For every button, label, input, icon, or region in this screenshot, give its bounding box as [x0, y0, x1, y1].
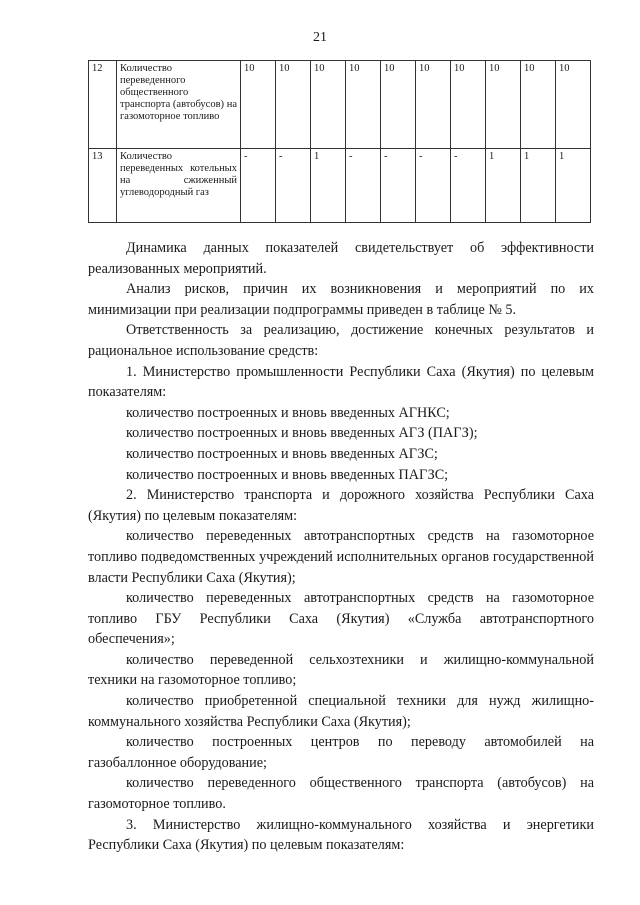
table-cell: 10 [521, 61, 556, 149]
list-item: количество переведенного общественного транспорта (автобусов) на газомоторное топливо. [88, 775, 594, 813]
table-cell: 10 [451, 61, 486, 149]
table-cell: - [451, 149, 486, 223]
indicator-name: Количество переведенного общественного транспорта (автобусов) на газомоторное топливо [117, 61, 241, 149]
paragraph: Динамика данных показателей свидетельствует об эффективности реализованных мероприятий. [88, 240, 594, 277]
paragraph: 2. Министерство транспорта и дорожного хозяйства Республики Саха (Якутия) по целевым показателям: [88, 487, 594, 524]
table-row [89, 149, 591, 223]
paragraph: 1. Министерство промышленности Республики Саха (Якутия) по целевым показателям: [88, 363, 594, 401]
list-item: количество построенных центров по переводу автомобилей на газобаллонное оборудование; [88, 734, 594, 771]
table-cell: 1 [556, 149, 591, 223]
list-item: количество построенных и вновь введенных АГЗ (ПАГЗ); [126, 425, 478, 442]
indicators-table [88, 60, 591, 223]
table-cell: 1 [311, 149, 346, 223]
table-cell: 10 [486, 61, 521, 149]
paragraph: 3. Министерство жилищно-коммунального хозяйства и энергетики Республики Саха (Якутия) по целевым показателям: [88, 816, 594, 854]
table-cell: - [276, 149, 311, 223]
list-item: количество приобретенной специальной техники для нужд жилищно-коммунального хозяйства Республики Саха (Якутия); [88, 693, 594, 730]
table-cell: 1 [486, 149, 521, 223]
paragraph: Ответственность за реализацию, достижение конечных результатов и рациональное использование средств: [88, 322, 594, 359]
table-cell: - [241, 149, 276, 223]
table-cell: 10 [416, 61, 451, 149]
list-item: количество переведенных автотранспортных средств на газомоторное топливо ГБУ Республики Саха (Якутия) «Служба автотранспортного обеспечения»; [88, 590, 594, 648]
table-cell: - [416, 149, 451, 223]
table-cell: - [346, 149, 381, 223]
list-item: количество переведенной сельхозтехники и жилищно-коммунальной техники на газомоторное топливо; [88, 651, 594, 689]
list-item: количество построенных и вновь введенных АГЗС; [126, 445, 438, 462]
list-item: количество переведенных автотранспортных средств на газомоторное топливо подведомственных учреждений исполнительных органов государственной власти Республики Саха (Якутия); [88, 528, 594, 586]
table-cell: 10 [241, 61, 276, 149]
table-cell: 10 [276, 61, 311, 149]
body-text [88, 238, 594, 856]
table-cell: 10 [556, 61, 591, 149]
table-cell: 10 [346, 61, 381, 149]
table-cell: - [381, 149, 416, 223]
table-cell: 10 [381, 61, 416, 149]
indicator-name: Количество переведенных котельных на сжиженный углеводородный газ [117, 149, 241, 223]
paragraph: Анализ рисков, причин их возникновения и мероприятий по их минимизации при реализации подпрограммы приведен в таблице № 5. [88, 281, 594, 318]
row-number: 12 [89, 61, 117, 149]
table-row [89, 61, 591, 149]
table-cell: 1 [521, 149, 556, 223]
list-item: количество построенных и вновь введенных АГНКС; [126, 404, 450, 421]
row-number: 13 [89, 149, 117, 223]
page-number: 21 [313, 30, 327, 45]
table-cell: 10 [311, 61, 346, 149]
list-item: количество построенных и вновь введенных ПАГЗС; [126, 466, 449, 483]
